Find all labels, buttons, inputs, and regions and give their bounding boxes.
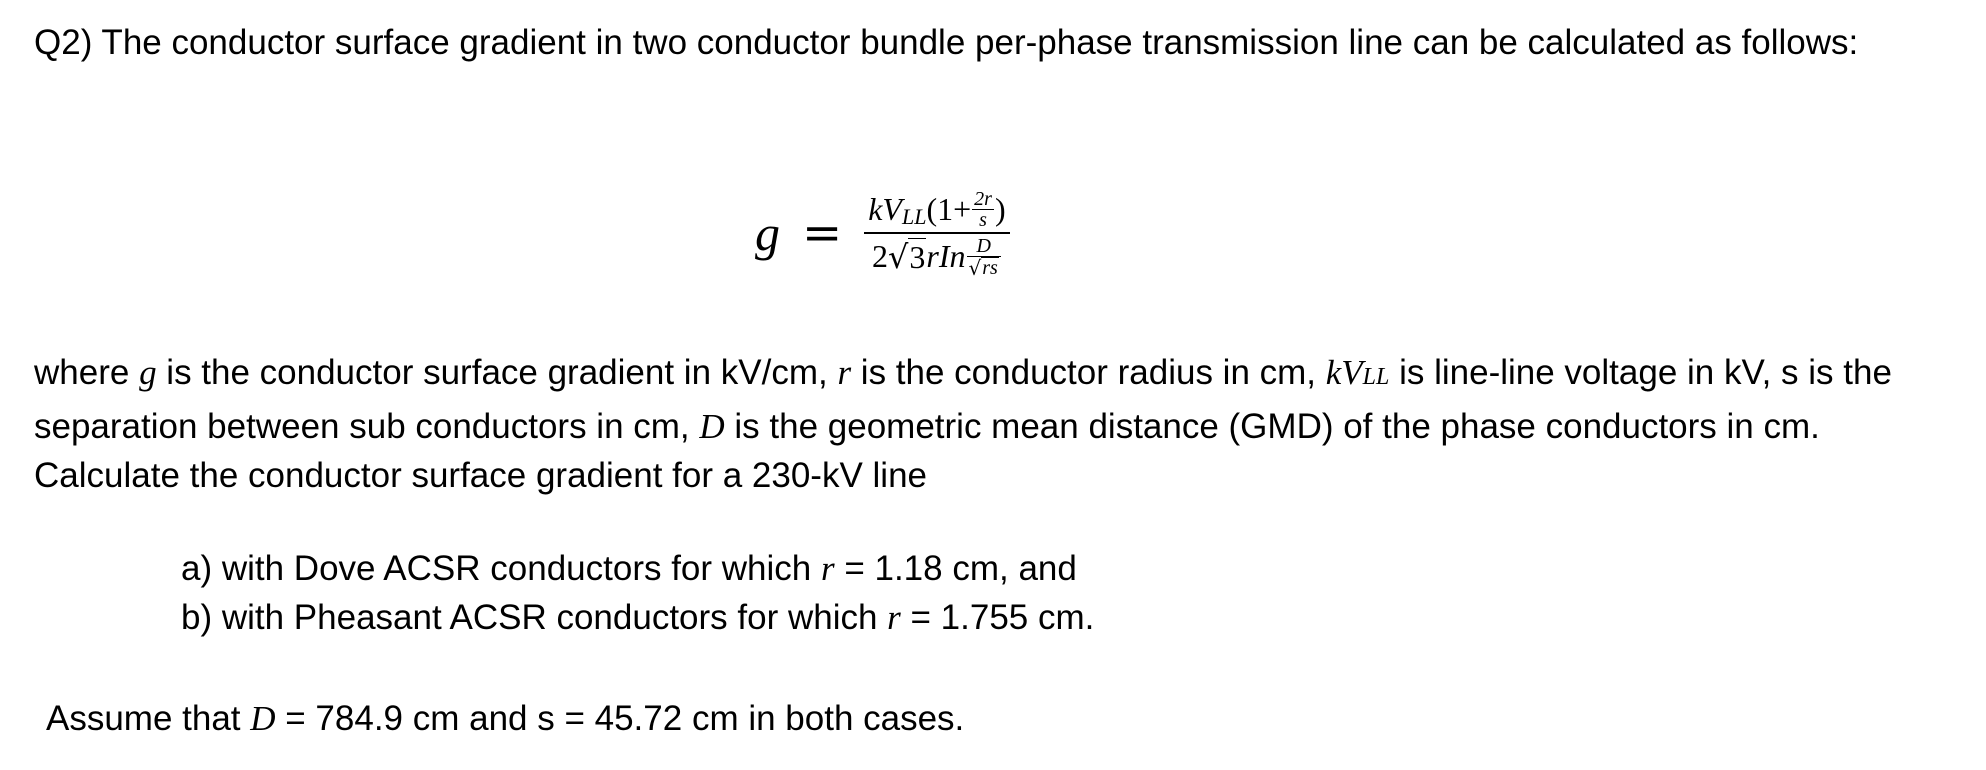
radical-sign-small-icon: √ [968,255,982,280]
numerator-inner-fraction [972,189,994,230]
desc-var-g: g [139,353,157,392]
desc-part-2: is the conductor surface gradient in kV/cm, [156,353,838,392]
variable-description [34,348,1944,500]
desc-var-d: D [699,407,725,446]
question-text: Q2) The conductor surface gradient in two conductor bundle per-phase transmission line can be calculated as follows: [34,23,1859,62]
surface-gradient-equation [755,163,1010,303]
part-b-var: r [887,598,901,637]
part-b-pre: b) with Pheasant ACSR conductors for which [181,598,888,637]
denominator-rin: rIn [926,238,966,274]
numerator-kv: kV [868,190,902,227]
desc-part-4: is line-line voltage in kV, s is the separation between sub conductors in cm, [34,353,1892,446]
inner-denominator-sqrt-rs [967,257,1001,278]
part-a-var: r [820,549,835,588]
desc-var-kv-subscript: LL [1362,364,1390,390]
radical-sign-icon: √ [888,237,909,276]
desc-part-3: is the conductor radius in cm, [851,353,1326,392]
inner-numerator-2r: 2r [974,187,992,210]
desc-part-5: is the geometric mean distance (GMD) of the phase conductors in cm. Calculate the conductor surface gradient for a 230-kV line [34,407,1820,495]
sqrt-rs [969,257,999,278]
desc-var-kv: kV [1325,353,1363,392]
numerator-kv-subscript: LL [901,204,927,229]
assumption-post: = 784.9 cm and s = 45.72 cm in both cases. [275,699,965,738]
equation-equals: = [802,205,843,261]
main-numerator [864,189,1009,232]
denominator-inner-fraction [967,236,1001,278]
equation-lhs: g [755,205,780,261]
numerator-open: (1+ [926,190,972,227]
main-fraction [864,189,1009,278]
denominator-coefficient: 2 [872,238,888,274]
desc-var-r: r [837,353,852,392]
part-b [181,593,1094,642]
assumption-pre: Assume that [46,699,251,738]
part-a-pre: a) with Dove ACSR conductors for which [181,549,821,588]
sqrt-three-radicand: 3 [909,238,926,275]
main-denominator [868,234,1006,278]
inner-numerator-d: D [976,234,991,257]
desc-part-1: where [34,353,140,392]
part-a-post: = 1.18 cm, and [834,549,1077,588]
part-b-post: = 1.755 cm. [900,598,1095,637]
sqrt-three [888,238,926,276]
inner-denominator-s: s [979,208,987,231]
question-parts [181,544,1094,642]
part-a [181,544,1094,593]
assumption-text [46,694,964,743]
numerator-close: ) [994,190,1006,227]
sqrt-rs-radicand: rs [982,256,998,279]
assumption-var-d: D [250,699,276,738]
